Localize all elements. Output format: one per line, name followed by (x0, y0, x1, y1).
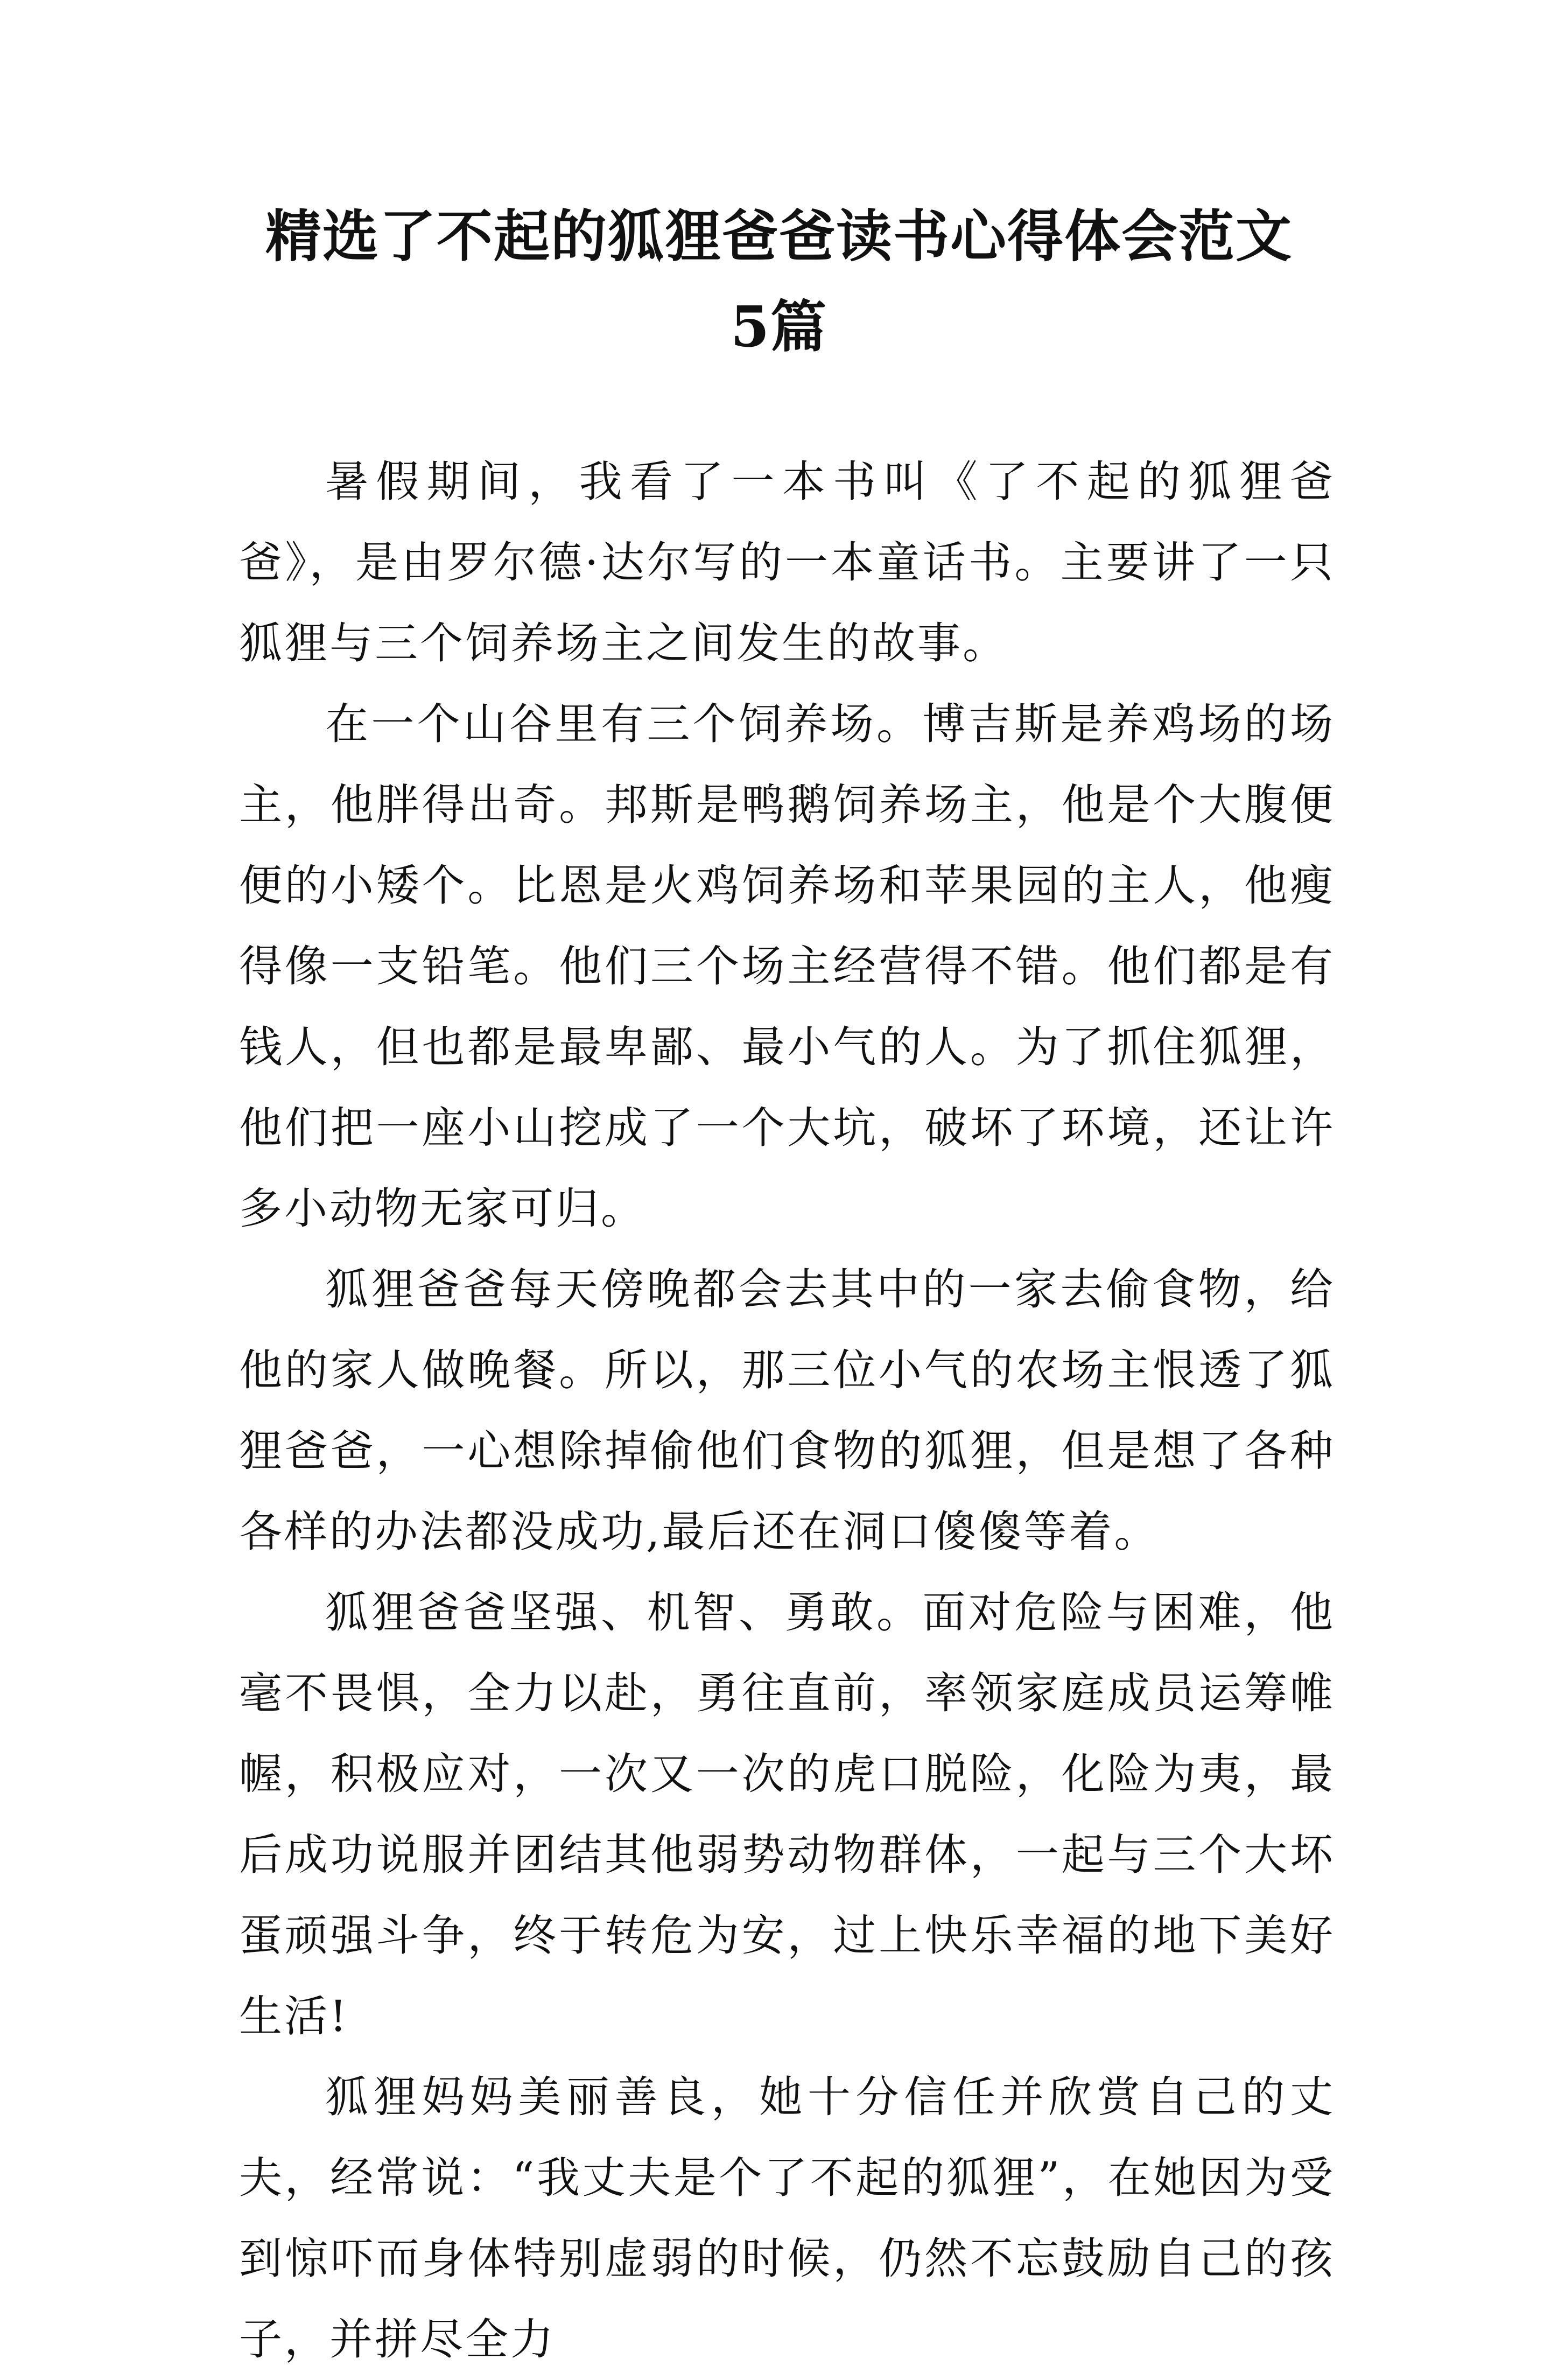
paragraph-1: 暑假期间，我看了一本书叫《了不起的狐狸爸爸》，是由罗尔德·达尔写的一本童话书。主要讲了一只狐狸与三个饲养场主之间发生的故事。 (239, 457, 1335, 668)
document-title (226, 191, 1332, 372)
paragraph-2: 在一个山谷里有三个饲养场。博吉斯是养鸡场的场主，他胖得出奇。邦斯是鸭鹅饲养场主，他是个大腹便便的小矮个。比恩是火鸡饲养场和苹果园的主人，他瘦得像一支铅笔。他们三个场主经营得不错。他们都是有钱人，但也都是最卑鄙、最小气的人。为了抓住狐狸，他们把一座小山挖成了一个大坑，破坏了环境，还让许多小动物无家可归。 (239, 699, 1335, 1234)
paragraph-5: 狐狸妈妈美丽善良，她十分信任并欣赏自己的丈夫，经常说：“我丈夫是个了不起的狐狸”，在她因为受到惊吓而身体特别虚弱的时候，仍然不忘鼓励自己的孩子，并拼尽全力 (239, 2072, 1335, 2364)
paragraph-3: 狐狸爸爸每天傍晚都会去其中的一家去偷食物，给他的家人做晚餐。所以，那三位小气的农场主恨透了狐狸爸爸，一心想除掉偷他们食物的狐狸，但是想了各种各样的办法都没成功,最后还在洞口傻傻等着。 (239, 1264, 1335, 1557)
document-body (239, 442, 1335, 2380)
paragraph-4: 狐狸爸爸坚强、机智、勇敢。面对危险与困难，他毫不畏惧，全力以赴，勇往直前，率领家庭成员运筹帷幄，积极应对，一次又一次的虎口脱险，化险为夷，最后成功说服并团结其他弱势动物群体，一起与三个大坏蛋顽强斗争，终于转危为安，过上快乐幸福的地下美好生活! (239, 1587, 1335, 2041)
title-line-1: 精选了不起的狐狸爸爸读书心得体会范文 (265, 203, 1293, 269)
title-line-2: 5篇 (730, 293, 828, 360)
